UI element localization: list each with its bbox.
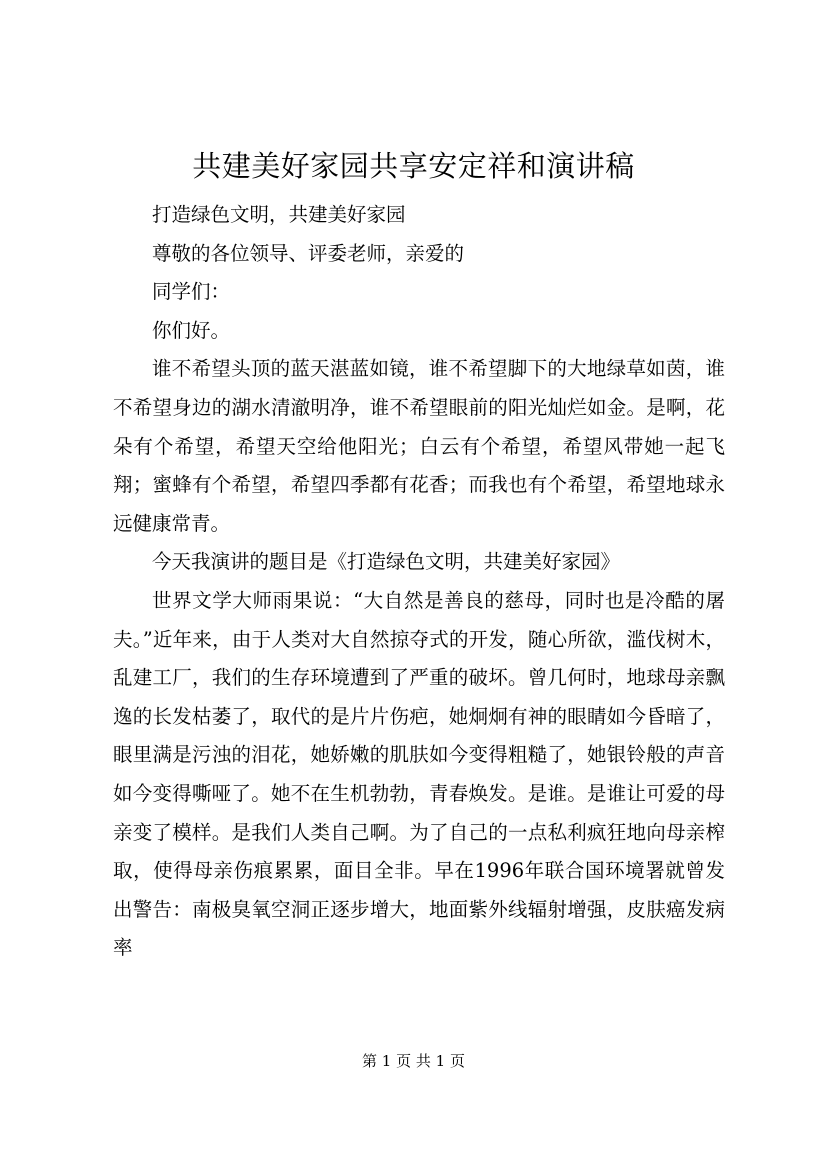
document-body — [113, 196, 725, 968]
paragraph-salutation-cont: 同学们： — [152, 280, 231, 304]
paragraph-hugo-quote: 世界文学大师雨果说：“大自然是善良的慈母，同时也是冷酷的屠夫。”近年来，由于人类对大自然掠夺式的开发，随心所欲，滥伐树木，乱建工厂，我们的生存环境遭到了严重的破坏。曾几何时，地球母亲飘逸的长发枯萎了，取代的是片片伤疤，她炯炯有神的眼睛如今昏暗了，眼里满是污浊的泪花，她娇嫩的肌肤如今变得粗糙了，她银铃般的声音如今变得嘶哑了。她不在生机勃勃，青春焕发。是谁。是谁让可爱的母亲变了模样。是我们人类自己啊。为了自己的一点私利疯狂地向母亲榨取，使得母亲伤痕累累，面目全非。早在1996年联合国环境署就曾发出警告：南极臭氧空洞正逐步增大，地面紫外线辐射增强，皮肤癌发病率 — [113, 588, 725, 960]
paragraph-subtitle: 打造绿色文明，共建美好家园 — [152, 203, 406, 226]
document-title: 共建美好家园共享安定祥和演讲稿 — [192, 149, 635, 183]
paragraph-hopes: 谁不希望头顶的蓝天湛蓝如镜，谁不希望脚下的大地绿草如茵，谁不希望身边的湖水清澈明净，谁不希望眼前的阳光灿烂如金。是啊，花朵有个希望，希望天空给他阳光；白云有个希望，希望风带她一起飞翔；蜜蜂有个希望，希望四季都有花香；而我也有个希望，希望地球永远健康常青。 — [113, 357, 725, 535]
paragraph-salutation: 尊敬的各位领导、评委老师，亲爱的 — [152, 241, 465, 265]
paragraph-topic: 今天我演讲的题目是《打造绿色文明，共建美好家园》 — [152, 550, 621, 574]
page-number-footer: 第 1 页 共 1 页 — [362, 1052, 465, 1070]
paragraph-greeting: 你们好。 — [152, 318, 231, 342]
